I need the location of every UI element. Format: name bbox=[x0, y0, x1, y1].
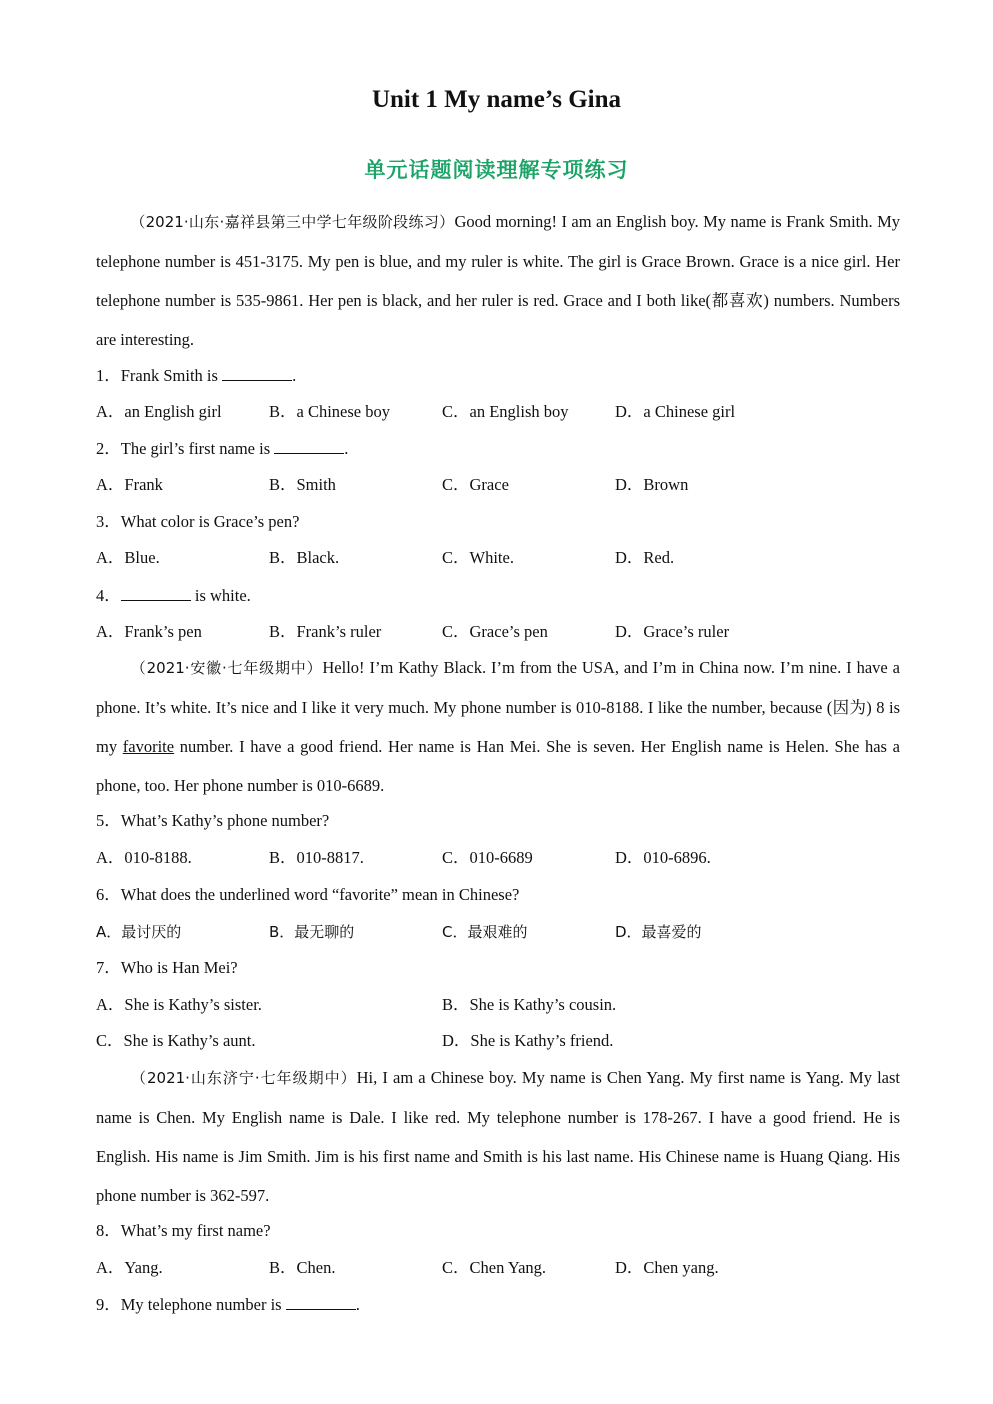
answer-blank bbox=[274, 437, 344, 454]
question-8: 8．What’s my first name? bbox=[96, 1221, 271, 1240]
option-d: D．Brown bbox=[615, 475, 689, 494]
question-6: 6．What does the underlined word “favorite” mean in Chinese? bbox=[96, 885, 520, 904]
option-c: C．Grace’s pen bbox=[442, 622, 548, 641]
underlined-word: favorite bbox=[122, 737, 175, 756]
option-b: B．Smith bbox=[269, 475, 336, 494]
question-3: 3．What color is Grace’s pen? bbox=[96, 512, 300, 531]
question-2: 2．The girl’s first name is . bbox=[96, 439, 349, 458]
option-c: C．She is Kathy’s aunt. bbox=[96, 1031, 256, 1050]
option-d: D．Chen yang. bbox=[615, 1258, 719, 1277]
option-b: B．Frank’s ruler bbox=[269, 622, 382, 641]
option-a: A．an English girl bbox=[96, 402, 222, 421]
option-b: B．010-8817. bbox=[269, 848, 364, 867]
page-title: Unit 1 My name’s Gina bbox=[371, 86, 622, 113]
answer-blank bbox=[286, 1293, 356, 1310]
option-d: D．Grace’s ruler bbox=[615, 622, 730, 641]
option-c: C．Grace bbox=[442, 475, 509, 494]
option-a: A．Yang. bbox=[96, 1258, 163, 1277]
option-b: B．a Chinese boy bbox=[269, 402, 390, 421]
passage-3 bbox=[96, 1058, 900, 1215]
question-7: 7．Who is Han Mei? bbox=[96, 958, 238, 977]
option-b: B．Black. bbox=[269, 548, 340, 567]
question-1: 1．Frank Smith is . bbox=[96, 366, 297, 385]
passage-source: （2021·安徽·七年级期中） bbox=[130, 659, 323, 677]
option-d: D．a Chinese girl bbox=[615, 402, 736, 421]
passage-2: （2021·安徽·七年级期中）Hello! I’m Kathy Black. I’m from the USA, and I’m in China now. I’m nine. I have a phone. It’s white. It’s nice and I like it very much. My phone number is 010-8188. I like the number, because (因为) 8 is my favorite number. I have a good friend. Her name is Han Mei. She is seven. Her English name is Helen. She has a phone, too. Her phone number is 010-6689. bbox=[96, 658, 900, 795]
option-d: D．最喜爱的 bbox=[615, 923, 702, 941]
answer-blank bbox=[222, 364, 292, 381]
option-b: B．She is Kathy’s cousin. bbox=[442, 995, 617, 1014]
option-b: B．Chen. bbox=[269, 1258, 336, 1277]
option-a: A．Frank bbox=[96, 475, 163, 494]
option-a: A．Blue. bbox=[96, 548, 160, 567]
page-subtitle: 单元话题阅读理解专项练习 bbox=[364, 158, 629, 182]
option-d: D．010-6896. bbox=[615, 848, 711, 867]
option-c: C．Chen Yang. bbox=[442, 1258, 547, 1277]
question-4: 4． is white. bbox=[96, 586, 251, 605]
option-b: B．最无聊的 bbox=[269, 923, 355, 941]
option-c: C．an English boy bbox=[442, 402, 569, 421]
passage-text: Good morning! I am an English boy. My name is Frank Smith. My telephone number is 451-3175. My pen is blue, and my ruler is white. The girl is Grace Brown. Grace is a nice girl. Her telephone number is 535-9861. Her pen is black, and her ruler is red. Grace and I both like(都喜欢) numbers. Numbers are interesting. bbox=[96, 212, 900, 349]
option-d: D．Red. bbox=[615, 548, 675, 567]
option-a: A．最讨厌的 bbox=[96, 923, 182, 941]
answer-blank bbox=[121, 584, 191, 601]
passage-source: （2021·山东济宁·七年级期中） bbox=[130, 1069, 357, 1087]
option-a: A．Frank’s pen bbox=[96, 622, 202, 641]
passage-1 bbox=[96, 202, 900, 359]
question-9: 9．My telephone number is . bbox=[96, 1295, 360, 1314]
option-c: C．最艰难的 bbox=[442, 923, 528, 941]
passage-text: Hi, I am a Chinese boy. My name is Chen Yang. My first name is Yang. My last name is Chen. My English name is Dale. I like red. My telephone number is 178-267. I have a good friend. He is English. His name is Jim Smith. Jim is his first name and Smith is his last name. His Chinese name is Huang Qiang. His phone number is 362-597. bbox=[96, 1068, 900, 1205]
option-c: C．010-6689 bbox=[442, 848, 533, 867]
option-c: C．White. bbox=[442, 548, 514, 567]
option-d: D．She is Kathy’s friend. bbox=[442, 1031, 614, 1050]
option-a: A．She is Kathy’s sister. bbox=[96, 995, 262, 1014]
passage-source: （2021·山东·嘉祥县第三中学七年级阶段练习） bbox=[130, 213, 455, 231]
option-a: A．010-8188. bbox=[96, 848, 192, 867]
question-5: 5．What’s Kathy’s phone number? bbox=[96, 811, 330, 830]
